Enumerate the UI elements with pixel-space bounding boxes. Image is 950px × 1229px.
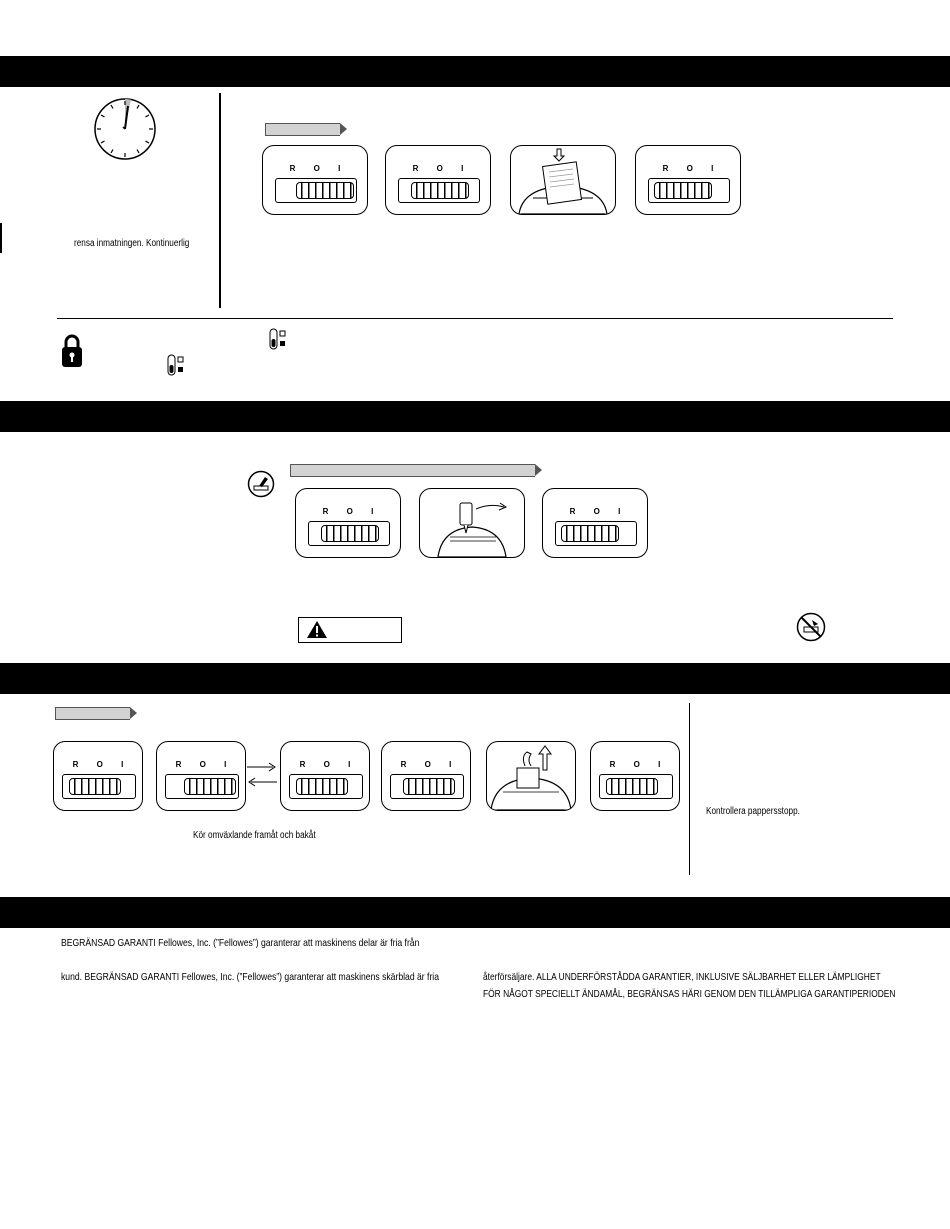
section2-arrow-bar <box>290 464 535 477</box>
warranty-left-line-1: BEGRÄNSAD GARANTI Fellowes, Inc. (”Fellowes”) garanterar att maskinens delar är fria från <box>61 937 420 949</box>
warranty-right-line-1: återförsäljare. ALLA UNDERFÖRSTÅDDA GARANTIER, INKLUSIVE SÄLJBARHET ELLER LÄMPLIGHET <box>483 971 881 983</box>
control-panel-3d: R O I <box>381 741 471 811</box>
paper-feed-illustration <box>510 145 616 215</box>
padlock-icon <box>60 332 84 368</box>
control-panel-3c: R O I <box>280 741 370 811</box>
control-panel-2c: R O I <box>542 488 648 558</box>
oil-lubrication-illustration <box>419 488 525 558</box>
warning-box <box>298 617 402 643</box>
control-panel-1b: R O I <box>385 145 491 215</box>
section1-rule <box>57 318 893 319</box>
control-panel-3a: R O I <box>53 741 143 811</box>
section1-note: rensa inmatningen. Kontinuerlig <box>74 238 190 249</box>
maintenance-pen-icon <box>247 470 275 498</box>
section3-side-text: Kontrollera pappersstopp. <box>706 806 800 817</box>
section-header-bar-1 <box>0 56 950 87</box>
warning-triangle-icon <box>306 620 328 639</box>
section3-divider <box>689 703 690 875</box>
control-panel-3b: R O I <box>156 741 246 811</box>
section1-arrow-bar <box>265 123 340 136</box>
paper-removal-illustration <box>486 741 576 811</box>
control-panel-1a: R O I <box>262 145 368 215</box>
control-panel-2a: R O I <box>295 488 401 558</box>
margin-mark <box>0 223 2 253</box>
warranty-right-line-2: FÖR NÅGOT SPECIELLT ÄNDAMÅL, BEGRÄNSAS HÄRI GENOM DEN TILLÄMPLIGA GARANTIPERIODEN <box>483 988 896 1000</box>
section-header-bar-4 <box>0 897 950 928</box>
control-panel-3f: R O I <box>590 741 680 811</box>
safety-lock-switch-icon <box>269 328 287 350</box>
section-header-bar-3 <box>0 663 950 694</box>
section3-caption: Kör omväxlande framåt och bakåt <box>193 830 316 841</box>
section-header-bar-2 <box>0 401 950 432</box>
warranty-left-line-2: kund. BEGRÄNSAD GARANTI Fellowes, Inc. (”Fellowes”) garanterar att maskinens skärblad är fria <box>61 971 440 983</box>
section3-arrow-bar <box>55 707 130 720</box>
reverse-forward-arrows-icon <box>245 760 279 788</box>
clock-icon <box>93 97 157 161</box>
section1-divider <box>219 93 221 308</box>
safety-lock-switch-icon-2 <box>167 354 185 376</box>
no-aerosol-icon <box>796 612 826 642</box>
control-panel-1d: R O I <box>635 145 741 215</box>
